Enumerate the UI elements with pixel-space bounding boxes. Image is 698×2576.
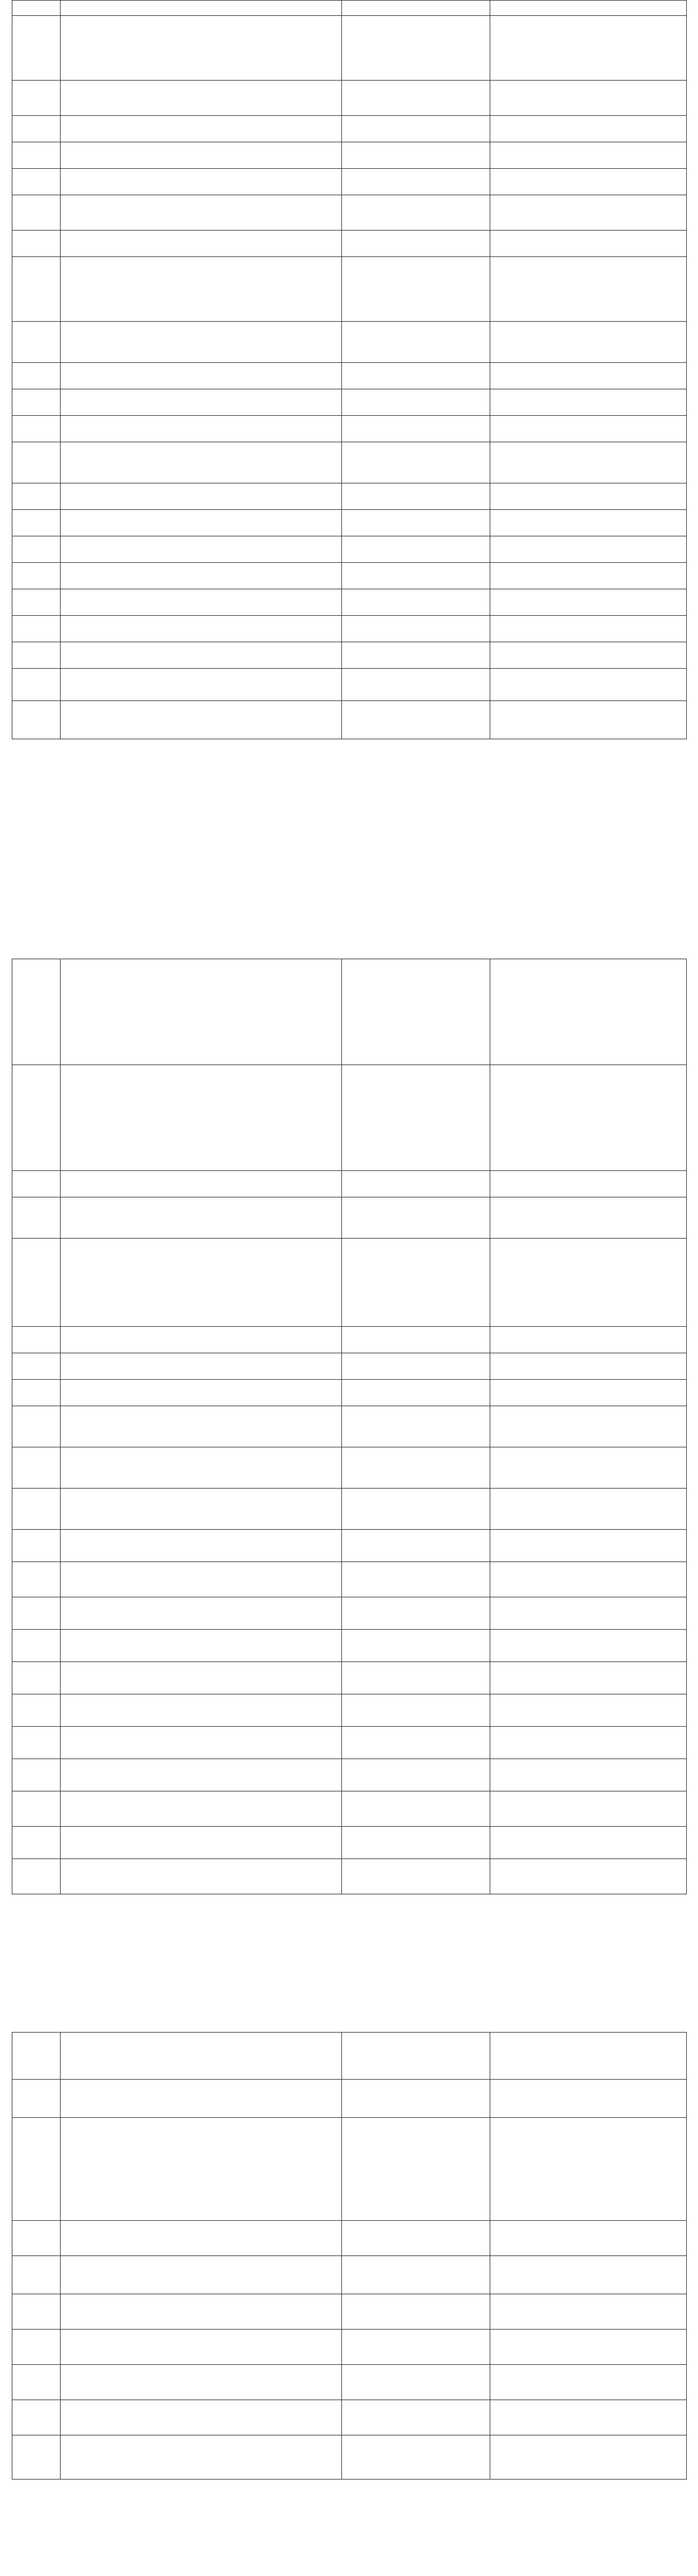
target-cell <box>342 1171 490 1197</box>
row-number <box>12 1406 61 1447</box>
dept-cell <box>490 142 687 169</box>
table-row <box>12 1353 687 1380</box>
table-row <box>12 2033 687 2080</box>
table-row <box>12 195 687 231</box>
target-cell <box>342 616 490 642</box>
table-row <box>12 1171 687 1197</box>
dept-cell <box>490 1489 687 1530</box>
row-number <box>12 389 61 416</box>
table-row <box>12 1859 687 1894</box>
dept-cell <box>490 363 687 389</box>
dept-cell <box>490 2221 687 2256</box>
dept-cell <box>490 1759 687 1791</box>
target-cell <box>342 1065 490 1171</box>
row-number <box>12 416 61 442</box>
indicator-cell <box>61 510 342 536</box>
table-row <box>12 483 687 510</box>
table-body <box>12 16 687 739</box>
table-body <box>12 959 687 1894</box>
indicator-cell <box>61 701 342 739</box>
target-cell <box>342 2221 490 2256</box>
indicator-cell <box>61 116 342 142</box>
dept-cell <box>490 1171 687 1197</box>
row-number <box>12 1662 61 1694</box>
target-cell <box>342 1827 490 1859</box>
dept-cell <box>490 1406 687 1447</box>
dept-cell <box>490 589 687 616</box>
indicator-cell <box>61 2294 342 2330</box>
table-row <box>12 363 687 389</box>
row-number <box>12 1694 61 1727</box>
indicator-cell <box>61 1239 342 1327</box>
indicator-cell <box>61 642 342 669</box>
target-cell <box>342 322 490 363</box>
indicator-cell <box>61 536 342 563</box>
row-number <box>12 616 61 642</box>
target-cell <box>342 2294 490 2330</box>
dept-cell <box>490 389 687 416</box>
row-number <box>12 142 61 169</box>
dept-cell <box>490 669 687 701</box>
dept-cell <box>490 2435 687 2480</box>
indicator-cell <box>61 563 342 589</box>
dept-cell <box>490 536 687 563</box>
indicator-cell <box>61 2080 342 2118</box>
target-cell <box>342 442 490 483</box>
row-number <box>12 563 61 589</box>
target-cell <box>342 2118 490 2221</box>
row-number <box>12 1327 61 1353</box>
target-cell <box>342 2435 490 2480</box>
table-row <box>12 1239 687 1327</box>
indicator-cell <box>61 1727 342 1759</box>
target-cell <box>342 510 490 536</box>
row-number <box>12 1630 61 1662</box>
table-row <box>12 616 687 642</box>
target-cell <box>342 2400 490 2435</box>
header-dept <box>490 1 687 16</box>
table-row <box>12 589 687 616</box>
table-row <box>12 669 687 701</box>
dept-cell <box>490 1239 687 1327</box>
table-row <box>12 642 687 669</box>
header-indicator <box>61 1 342 16</box>
dept-cell <box>490 1562 687 1597</box>
dept-cell <box>490 1353 687 1380</box>
table-row <box>12 1380 687 1406</box>
target-cell <box>342 1630 490 1662</box>
table-row <box>12 536 687 563</box>
table-row <box>12 2330 687 2365</box>
target-cell <box>342 483 490 510</box>
row-number <box>12 1380 61 1406</box>
target-cell <box>342 563 490 589</box>
indicator-cell <box>61 363 342 389</box>
target-cell <box>342 1406 490 1447</box>
row-number <box>12 2033 61 2080</box>
table-row <box>12 1489 687 1530</box>
indicator-cell <box>61 1859 342 1894</box>
row-number <box>12 2435 61 2480</box>
indicator-cell <box>61 1662 342 1694</box>
dept-cell <box>490 2256 687 2294</box>
table-row <box>12 81 687 116</box>
indicator-cell <box>61 1489 342 1530</box>
indicator-cell <box>61 1327 342 1353</box>
table-row <box>12 1406 687 1447</box>
table-row <box>12 1694 687 1727</box>
target-cell <box>342 1327 490 1353</box>
dept-cell <box>490 959 687 1065</box>
target-cell <box>342 1597 490 1630</box>
row-number <box>12 536 61 563</box>
row-number <box>12 1171 61 1197</box>
row-number <box>12 2400 61 2435</box>
target-cell <box>342 363 490 389</box>
row-number <box>12 1065 61 1171</box>
dept-cell <box>490 442 687 483</box>
table-row <box>12 701 687 739</box>
table-row <box>12 389 687 416</box>
row-number <box>12 2330 61 2365</box>
target-cell <box>342 1694 490 1727</box>
dept-cell <box>490 642 687 669</box>
table-row <box>12 1827 687 1859</box>
table-row <box>12 2365 687 2400</box>
row-number <box>12 1530 61 1562</box>
dept-cell <box>490 1530 687 1562</box>
target-cell <box>342 2080 490 2118</box>
table-row <box>12 1630 687 1662</box>
table-row <box>12 142 687 169</box>
dept-cell <box>490 2365 687 2400</box>
target-cell <box>342 536 490 563</box>
indicator-cell <box>61 2118 342 2221</box>
table-row <box>12 1597 687 1630</box>
row-number <box>12 959 61 1065</box>
dept-cell <box>490 169 687 195</box>
row-number <box>12 589 61 616</box>
dept-cell <box>490 2400 687 2435</box>
target-cell <box>342 389 490 416</box>
row-number <box>12 195 61 231</box>
row-number <box>12 1239 61 1327</box>
row-number <box>12 1597 61 1630</box>
row-number <box>12 442 61 483</box>
row-number <box>12 231 61 257</box>
table-row <box>12 510 687 536</box>
indicator-table-part-2 <box>12 959 687 1894</box>
row-number <box>12 701 61 739</box>
table-row <box>12 1727 687 1759</box>
target-cell <box>342 195 490 231</box>
dept-cell <box>490 416 687 442</box>
target-cell <box>342 142 490 169</box>
dept-cell <box>490 1447 687 1489</box>
dept-cell <box>490 483 687 510</box>
row-number <box>12 1727 61 1759</box>
table-row <box>12 959 687 1065</box>
row-number <box>12 1353 61 1380</box>
dept-cell <box>490 195 687 231</box>
dept-cell <box>490 2294 687 2330</box>
dept-cell <box>490 257 687 322</box>
row-number <box>12 1827 61 1859</box>
indicator-cell <box>61 1065 342 1171</box>
target-cell <box>342 2365 490 2400</box>
row-number <box>12 2080 61 2118</box>
indicator-cell <box>61 1380 342 1406</box>
indicator-cell <box>61 2033 342 2080</box>
dept-cell <box>490 1380 687 1406</box>
table-row <box>12 1327 687 1353</box>
target-cell <box>342 1353 490 1380</box>
dept-cell <box>490 616 687 642</box>
indicator-cell <box>61 1353 342 1380</box>
target-cell <box>342 416 490 442</box>
indicator-cell <box>61 81 342 116</box>
table-row <box>12 563 687 589</box>
table-row <box>12 2435 687 2480</box>
row-number <box>12 1447 61 1489</box>
indicator-cell <box>61 669 342 701</box>
dept-cell <box>490 1327 687 1353</box>
target-cell <box>342 1447 490 1489</box>
table-row <box>12 1759 687 1791</box>
table-row <box>12 2294 687 2330</box>
row-number <box>12 81 61 116</box>
indicator-cell <box>61 1562 342 1597</box>
target-cell <box>342 1489 490 1530</box>
indicator-cell <box>61 1694 342 1727</box>
table-row <box>12 2400 687 2435</box>
table-row <box>12 1562 687 1597</box>
indicator-cell <box>61 1630 342 1662</box>
indicator-cell <box>61 1197 342 1239</box>
row-number <box>12 1197 61 1239</box>
row-number <box>12 2256 61 2294</box>
row-number <box>12 510 61 536</box>
row-number <box>12 1791 61 1827</box>
indicator-cell <box>61 1827 342 1859</box>
dept-cell <box>490 81 687 116</box>
dept-cell <box>490 322 687 363</box>
target-cell <box>342 642 490 669</box>
dept-cell <box>490 1827 687 1859</box>
dept-cell <box>490 1859 687 1894</box>
indicator-cell <box>61 195 342 231</box>
table-row <box>12 231 687 257</box>
dept-cell <box>490 563 687 589</box>
target-cell <box>342 169 490 195</box>
table-row <box>12 442 687 483</box>
indicator-cell <box>61 2256 342 2294</box>
indicator-cell <box>61 959 342 1065</box>
dept-cell <box>490 231 687 257</box>
row-number <box>12 1859 61 1894</box>
table-body <box>12 2033 687 2480</box>
table-header-row <box>12 1 687 16</box>
indicator-cell <box>61 1171 342 1197</box>
dept-cell <box>490 2080 687 2118</box>
table-row <box>12 169 687 195</box>
indicator-cell <box>61 1447 342 1489</box>
indicator-cell <box>61 1791 342 1827</box>
indicator-cell <box>61 416 342 442</box>
dept-cell <box>490 1197 687 1239</box>
target-cell <box>342 1380 490 1406</box>
indicator-cell <box>61 142 342 169</box>
dept-cell <box>490 1662 687 1694</box>
indicator-cell <box>61 1530 342 1562</box>
target-cell <box>342 1859 490 1894</box>
indicator-cell <box>61 1759 342 1791</box>
header-no <box>12 1 61 16</box>
table-row <box>12 2256 687 2294</box>
dept-cell <box>490 701 687 739</box>
indicator-cell <box>61 2400 342 2435</box>
table-row <box>12 16 687 81</box>
dept-cell <box>490 16 687 81</box>
row-number <box>12 1562 61 1597</box>
row-number <box>12 642 61 669</box>
target-cell <box>342 1791 490 1827</box>
indicator-cell <box>61 589 342 616</box>
dept-cell <box>490 2033 687 2080</box>
target-cell <box>342 1530 490 1562</box>
table-row <box>12 2118 687 2221</box>
indicator-cell <box>61 16 342 81</box>
target-cell <box>342 701 490 739</box>
table-row <box>12 416 687 442</box>
target-cell <box>342 16 490 81</box>
row-number <box>12 1489 61 1530</box>
dept-cell <box>490 1597 687 1630</box>
row-number <box>12 2221 61 2256</box>
indicator-cell <box>61 1406 342 1447</box>
target-cell <box>342 116 490 142</box>
indicator-table-part-3 <box>12 2032 687 2480</box>
target-cell <box>342 257 490 322</box>
target-cell <box>342 1727 490 1759</box>
dept-cell <box>490 1065 687 1171</box>
indicator-table-part-1 <box>12 0 687 739</box>
table-row <box>12 1530 687 1562</box>
target-cell <box>342 1239 490 1327</box>
target-cell <box>342 2033 490 2080</box>
row-number <box>12 1759 61 1791</box>
row-number <box>12 2118 61 2221</box>
indicator-cell <box>61 2365 342 2400</box>
table-row <box>12 257 687 322</box>
target-cell <box>342 81 490 116</box>
dept-cell <box>490 510 687 536</box>
target-cell <box>342 959 490 1065</box>
row-number <box>12 322 61 363</box>
table-row <box>12 1197 687 1239</box>
indicator-cell <box>61 442 342 483</box>
indicator-cell <box>61 389 342 416</box>
dept-cell <box>490 1630 687 1662</box>
indicator-cell <box>61 169 342 195</box>
target-cell <box>342 1759 490 1791</box>
target-cell <box>342 2330 490 2365</box>
row-number <box>12 483 61 510</box>
indicator-cell <box>61 2221 342 2256</box>
target-cell <box>342 231 490 257</box>
table-row <box>12 2080 687 2118</box>
table-row <box>12 1791 687 1827</box>
indicator-cell <box>61 483 342 510</box>
dept-cell <box>490 2118 687 2221</box>
dept-cell <box>490 1791 687 1827</box>
table-row <box>12 2221 687 2256</box>
row-number <box>12 16 61 81</box>
header-target <box>342 1 490 16</box>
row-number <box>12 257 61 322</box>
row-number <box>12 2294 61 2330</box>
table-row <box>12 322 687 363</box>
row-number <box>12 169 61 195</box>
table-row <box>12 1447 687 1489</box>
indicator-cell <box>61 2330 342 2365</box>
dept-cell <box>490 1727 687 1759</box>
dept-cell <box>490 116 687 142</box>
indicator-cell <box>61 322 342 363</box>
target-cell <box>342 2256 490 2294</box>
dept-cell <box>490 1694 687 1727</box>
indicator-cell <box>61 1597 342 1630</box>
target-cell <box>342 1197 490 1239</box>
target-cell <box>342 1662 490 1694</box>
target-cell <box>342 589 490 616</box>
table-row <box>12 1662 687 1694</box>
dept-cell <box>490 2330 687 2365</box>
row-number <box>12 2365 61 2400</box>
row-number <box>12 116 61 142</box>
row-number <box>12 363 61 389</box>
table-row <box>12 116 687 142</box>
target-cell <box>342 1562 490 1597</box>
table-row <box>12 1065 687 1171</box>
target-cell <box>342 669 490 701</box>
indicator-cell <box>61 616 342 642</box>
row-number <box>12 669 61 701</box>
indicator-cell <box>61 257 342 322</box>
indicator-cell <box>61 231 342 257</box>
indicator-cell <box>61 2435 342 2480</box>
